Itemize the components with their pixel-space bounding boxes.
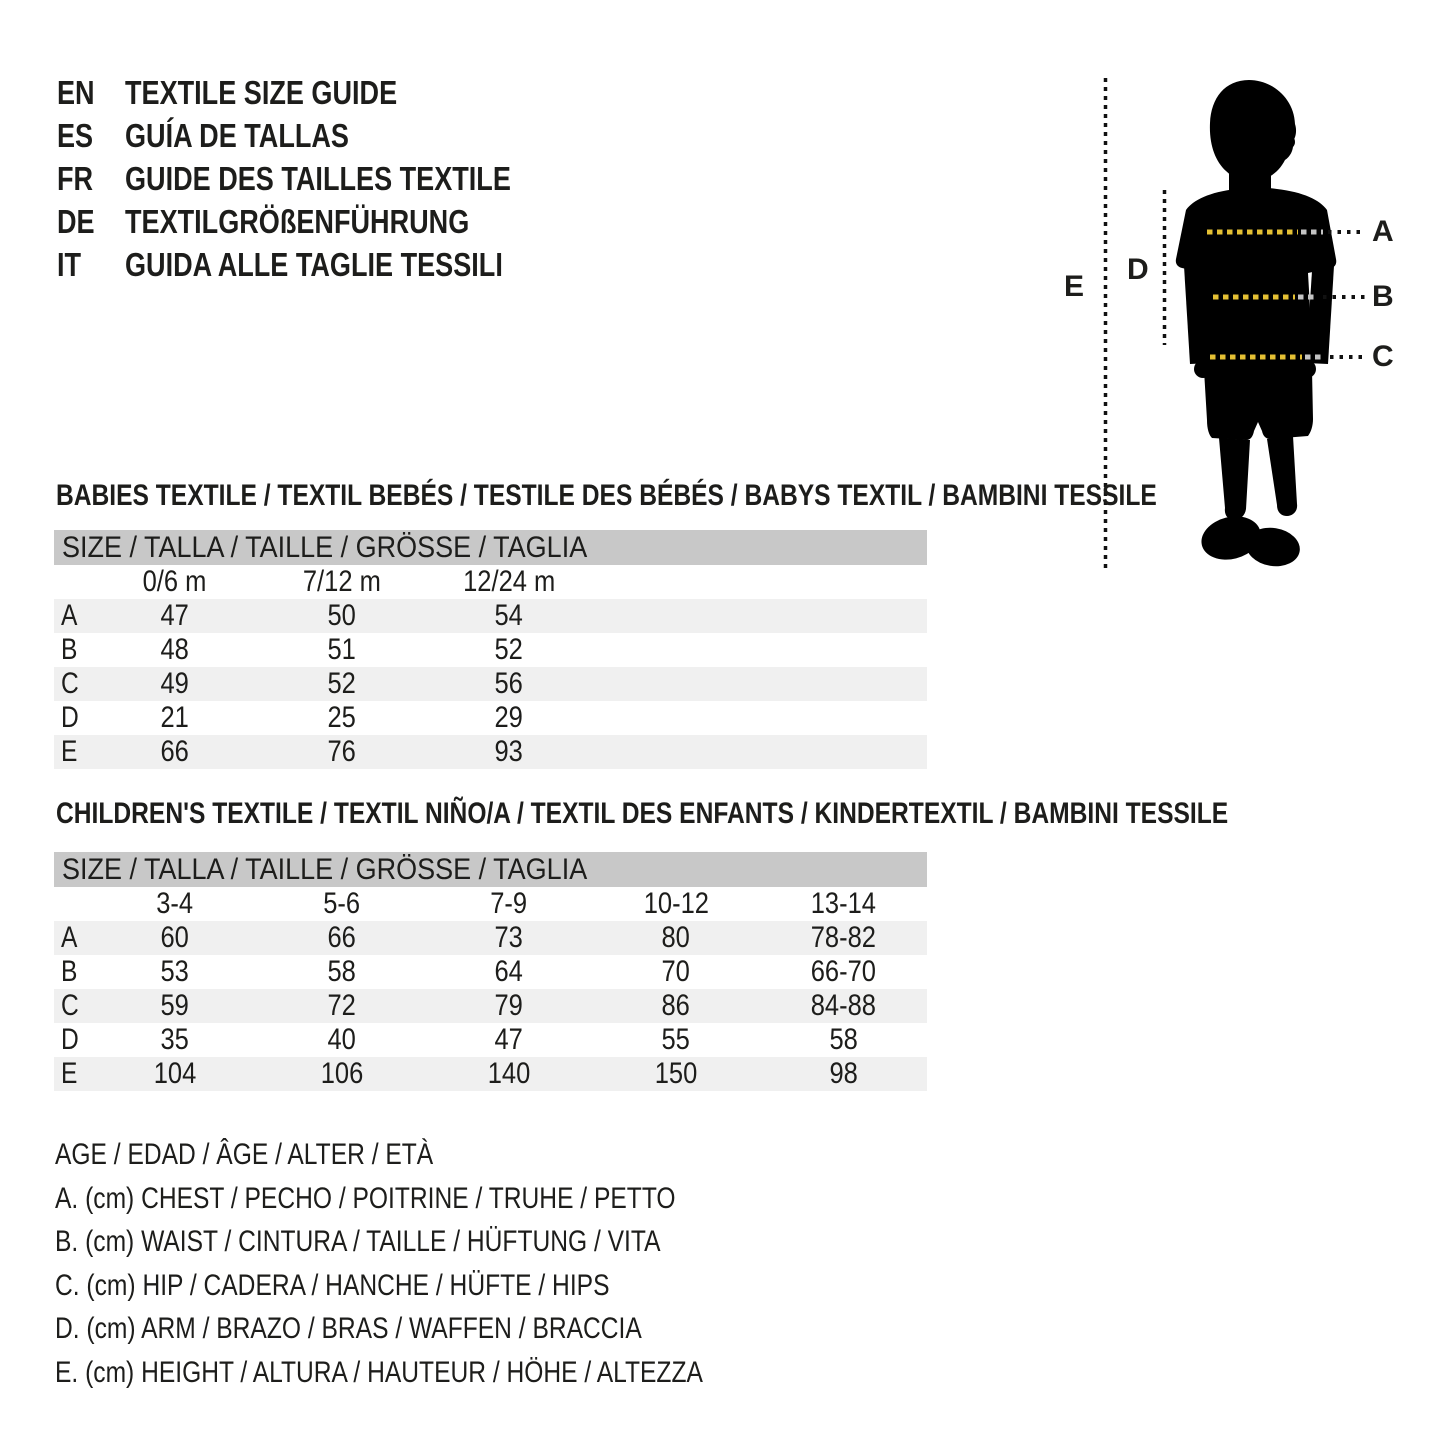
language-row-fr — [57, 157, 596, 200]
babies-section-title: BABIES TEXTILE / TEXTIL BEBÉS / TESTILE DES BÉBÉS / BABYS TEXTIL / BAMBINI TESSILE — [56, 479, 1157, 512]
language-code-fr: FR — [57, 159, 94, 197]
row-label: E — [61, 1057, 78, 1090]
language-row-es — [57, 114, 596, 157]
column-header: 7-9 — [490, 887, 528, 920]
size-cell: 53 — [160, 955, 189, 988]
measure-label-hip: C — [1372, 340, 1394, 373]
row-label: D — [61, 701, 79, 734]
language-row-it — [57, 243, 596, 286]
size-cell: 52 — [494, 633, 524, 666]
language-code-it: IT — [57, 245, 82, 283]
table-row — [54, 633, 927, 667]
size-cell: 150 — [654, 1057, 698, 1090]
size-header-label: SIZE / TALLA / TAILLE / GRÖSSE / TAGLIA — [62, 852, 588, 886]
babies-size-table — [54, 530, 927, 769]
row-label: D — [61, 1023, 79, 1056]
table-row — [54, 989, 927, 1023]
size-cell: 106 — [320, 1057, 364, 1090]
row-label: C — [61, 667, 79, 700]
page-title-es: GUÍA DE TALLAS — [125, 116, 349, 154]
table-row — [54, 599, 927, 633]
child-silhouette-graphic — [1040, 60, 1445, 600]
legend-arm: D. (cm) ARM / BRAZO / BRAS / WAFFEN / BRACCIA — [55, 1312, 642, 1346]
size-cell: 35 — [160, 1023, 189, 1056]
size-cell: 48 — [160, 633, 189, 666]
legend-height: E. (cm) HEIGHT / ALTURA / HAUTEUR / HÖHE / ALTEZZA — [55, 1355, 703, 1389]
row-label: A — [61, 921, 78, 954]
legend-chest: A. (cm) CHEST / PECHO / POITRINE / TRUHE / PETTO — [55, 1181, 676, 1215]
measure-label-waist: B — [1372, 280, 1394, 313]
size-cell: 66-70 — [810, 955, 876, 988]
row-label: A — [61, 599, 78, 632]
column-header: 7/12 m — [302, 565, 381, 598]
measurement-figure — [1040, 60, 1445, 600]
page-title-en: TEXTILE SIZE GUIDE — [125, 73, 398, 111]
size-cell: 66 — [327, 921, 356, 954]
column-header: 12/24 m — [462, 565, 556, 598]
column-header: 5-6 — [323, 887, 361, 920]
row-label: C — [61, 989, 79, 1022]
size-cell: 50 — [327, 599, 356, 632]
measurement-legend — [55, 1133, 845, 1395]
size-cell: 104 — [153, 1057, 196, 1090]
legend-waist: B. (cm) WAIST / CINTURA / TAILLE / HÜFTUNG / VITA — [55, 1225, 661, 1259]
page-title-fr: GUIDE DES TAILLES TEXTILE — [125, 159, 511, 197]
column-header: 10-12 — [643, 887, 709, 920]
size-cell: 140 — [487, 1057, 531, 1090]
column-header: 0/6 m — [142, 565, 207, 598]
size-cell: 49 — [160, 667, 189, 700]
size-cell: 52 — [327, 667, 356, 700]
page-title-it: GUIDA ALLE TAGLIE TESSILI — [125, 245, 503, 283]
size-cell: 51 — [327, 633, 356, 666]
language-row-en — [57, 71, 596, 114]
size-cell: 21 — [160, 701, 189, 734]
row-label: B — [61, 633, 78, 666]
size-cell: 47 — [494, 1023, 524, 1056]
language-code-en: EN — [57, 73, 95, 111]
size-cell: 58 — [829, 1023, 858, 1056]
row-label: E — [61, 735, 78, 768]
size-cell: 76 — [327, 735, 356, 768]
table-row — [54, 735, 927, 769]
table-row — [54, 1023, 927, 1057]
size-cell: 60 — [160, 921, 189, 954]
measure-label-chest: A — [1372, 215, 1394, 248]
column-header: 3-4 — [156, 887, 194, 920]
measure-label-height: E — [1064, 270, 1085, 303]
row-label: B — [61, 955, 78, 988]
table-row — [54, 701, 927, 735]
babies-column-header-row — [54, 565, 927, 599]
children-size-header-bar — [54, 852, 927, 887]
children-section-title: CHILDREN'S TEXTILE / TEXTIL NIÑO/A / TEXTIL DES ENFANTS / KINDERTEXTIL / BAMBINI TESSILE — [56, 797, 1229, 830]
silhouette-shorts — [1204, 370, 1313, 440]
table-row — [54, 1057, 927, 1091]
size-cell: 66 — [160, 735, 189, 768]
babies-size-header-bar — [54, 530, 927, 565]
size-cell: 70 — [661, 955, 691, 988]
size-cell: 64 — [494, 955, 524, 988]
size-cell: 73 — [494, 921, 524, 954]
size-cell: 25 — [327, 701, 356, 734]
table-row — [54, 667, 927, 701]
size-cell: 72 — [327, 989, 356, 1022]
size-cell: 59 — [160, 989, 189, 1022]
size-cell: 54 — [494, 599, 524, 632]
size-cell: 93 — [494, 735, 524, 768]
size-cell: 47 — [160, 599, 189, 632]
size-cell: 29 — [494, 701, 524, 734]
size-cell: 80 — [661, 921, 691, 954]
language-title-list — [57, 71, 596, 286]
measure-label-arm: D — [1127, 253, 1149, 286]
size-cell: 55 — [661, 1023, 691, 1056]
size-cell: 58 — [327, 955, 356, 988]
page-title-de: TEXTILGRÖßENFÜHRUNG — [125, 202, 470, 240]
size-cell: 79 — [494, 989, 524, 1022]
table-row — [54, 955, 927, 989]
size-cell: 78-82 — [810, 921, 876, 954]
size-cell: 40 — [327, 1023, 356, 1056]
children-column-header-row — [54, 887, 927, 921]
size-cell: 98 — [829, 1057, 858, 1090]
column-header: 13-14 — [810, 887, 876, 920]
size-cell: 86 — [661, 989, 691, 1022]
size-header-label: SIZE / TALLA / TAILLE / GRÖSSE / TAGLIA — [62, 530, 588, 564]
silhouette-right-arm — [1306, 266, 1334, 364]
children-size-table — [54, 852, 927, 1091]
size-cell: 84-88 — [810, 989, 876, 1022]
language-code-de: DE — [57, 202, 95, 240]
legend-hip: C. (cm) HIP / CADERA / HANCHE / HÜFTE / HIPS — [55, 1268, 610, 1302]
legend-age: AGE / EDAD / ÂGE / ALTER / ETÀ — [55, 1138, 434, 1171]
size-cell: 56 — [494, 667, 524, 700]
language-code-es: ES — [57, 116, 94, 154]
table-row — [54, 921, 927, 955]
language-row-de — [57, 200, 596, 243]
